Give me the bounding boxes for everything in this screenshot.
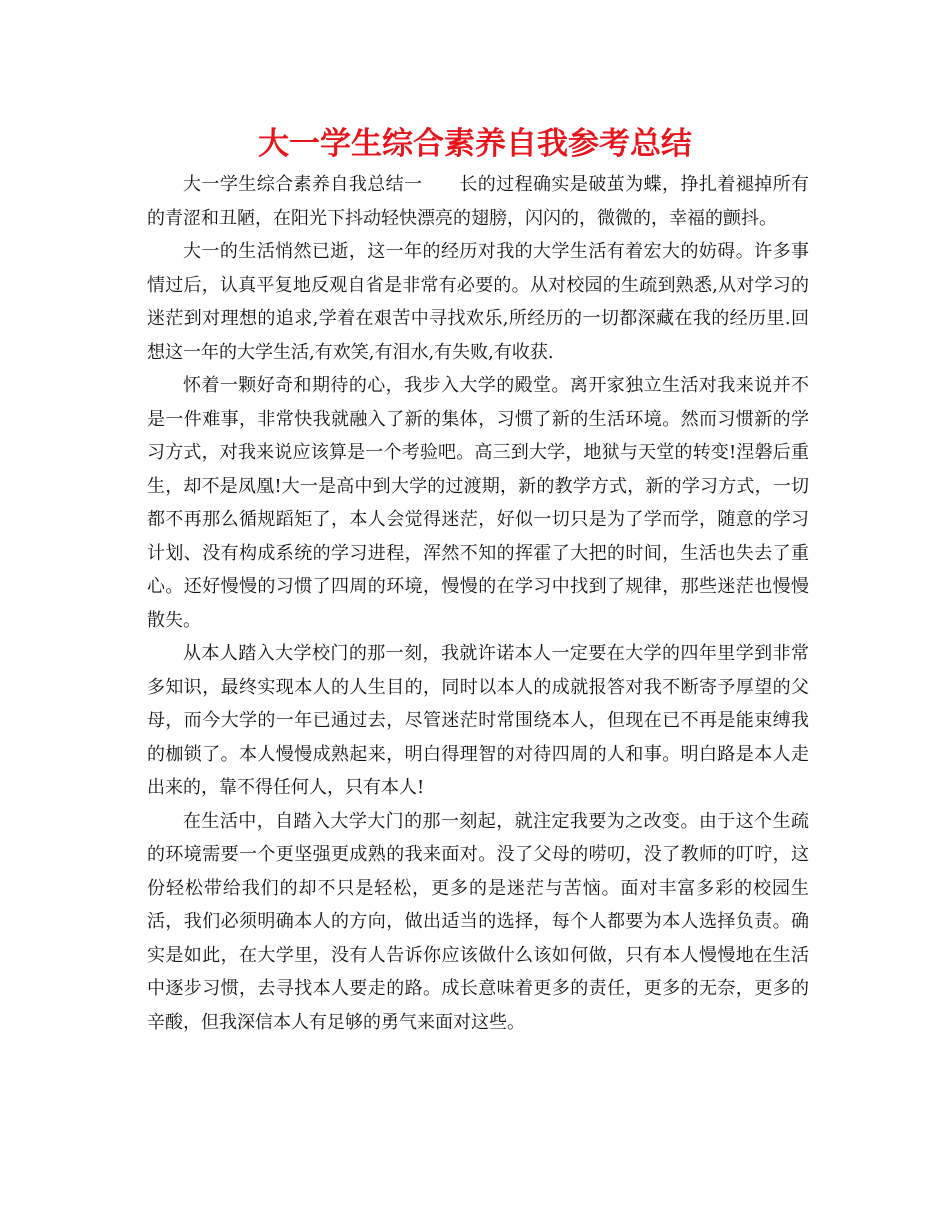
- document-title: 大一学生综合素养自我参考总结: [258, 126, 692, 162]
- paragraph-4: 从本人踏入大学校门的那一刻，我就许诺本人一定要在大学的四年里学到非常多知识，最终实现本人的人生目的，同时以本人的成就报答对我不断寄予厚望的父母，而今大学的一年已通过去，尽管迷茫时常围绕本人，但现在已不再是能束缚我的枷锁了。本人慢慢成熟起来，明白得理智的对待四周的人和事。明白路是本人走出来的，靠不得任何人，只有本人!: [147, 643, 809, 798]
- paragraph-5: 在生活中，自踏入大学大门的那一刻起，就注定我要为之改变。由于这个生疏的环境需要一个更坚强更成熟的我来面对。没了父母的唠叨，没了教师的叮咛，这份轻松带给我们的却不只是轻松，更多的是迷茫与苦恼。面对丰富多彩的校园生活，我们必须明确本人的方向，做出适当的选择，每个人都要为本人选择负责。确实是如此，在大学里，没有人告诉你应该做什么该如何做，只有本人慢慢地在生活中逐步习惯，去寻找本人要走的路。成长意味着更多的责任，更多的无奈，更多的辛酸，但我深信本人有足够的勇气来面对这些。: [147, 810, 809, 1033]
- paragraph-2: 大一的生活悄然已逝，这一年的经历对我的大学生活有着宏大的妨碍。许多事情过后，认真平复地反观自省是非常有必要的。从对校园的生疏到熟悉,从对学习的迷茫到对理想的追求,学着在艰苦中寻找欢乐,所经历的一切都深藏在我的经历里.回想这一年的大学生活,有欢笑,有泪水,有失败,有收获.: [147, 241, 809, 363]
- paragraph-1: 大一学生综合素养自我总结一 长的过程确实是破茧为蝶，挣扎着褪掉所有的青涩和丑陋，在阳光下抖动轻快漂亮的翅膀，闪闪的，微微的，幸福的颤抖。: [147, 174, 809, 229]
- paragraph-3: 怀着一颗好奇和期待的心，我步入大学的殿堂。离开家独立生活对我来说并不是一件难事，非常快我就融入了新的集体，习惯了新的生活环境。然而习惯新的学习方式，对我来说应该算是一个考验吧。高三到大学，地狱与天堂的转变!涅磐后重生，却不是凤凰!大一是高中到大学的过渡期，新的教学方式，新的学习方式，一切都不再那么循规蹈矩了，本人会觉得迷茫，好似一切只是为了学而学，随意的学习计划、没有构成系统的学习进程，浑然不知的挥霍了大把的时间，生活也失去了重心。还好慢慢的习惯了四周的环境，慢慢的在学习中找到了规律，那些迷茫也慢慢散失。: [147, 375, 809, 631]
- document-body: [147, 168, 809, 1039]
